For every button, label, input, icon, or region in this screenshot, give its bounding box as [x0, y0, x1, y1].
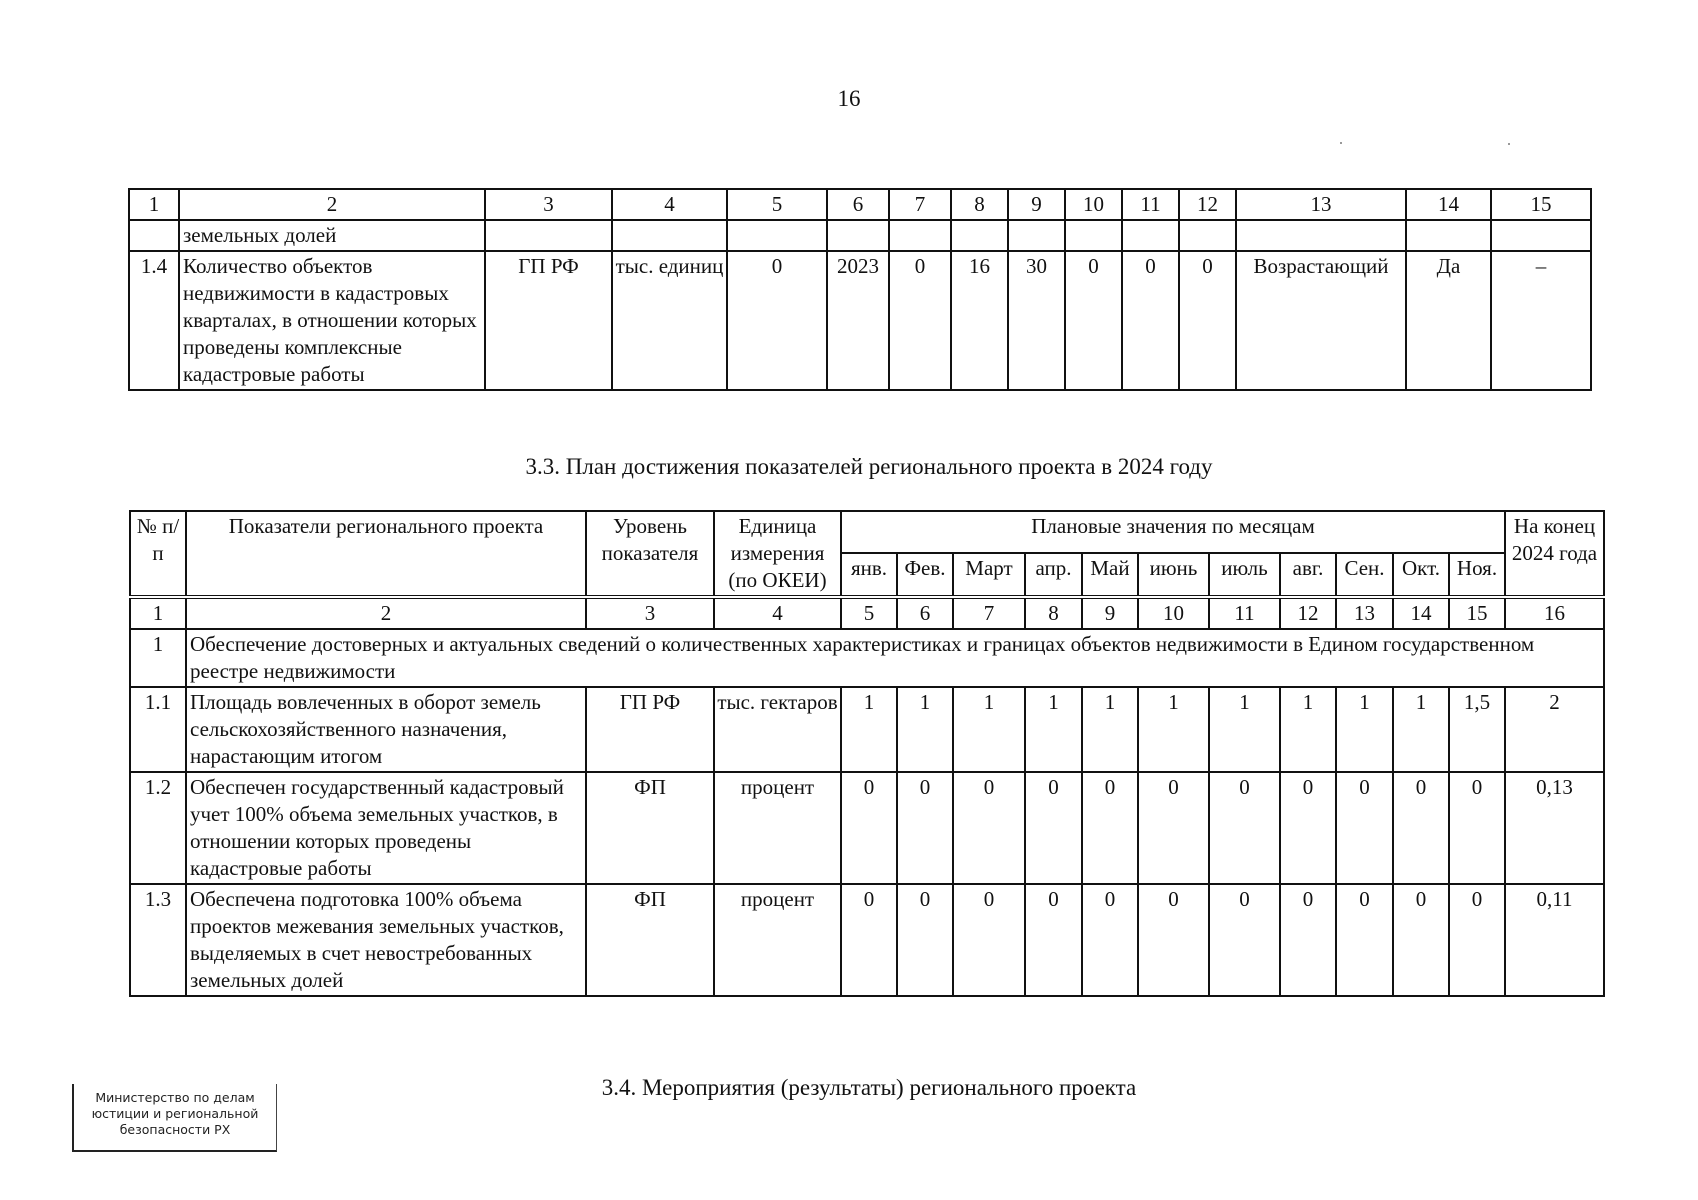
value-cell: 0 — [1122, 251, 1179, 390]
month-value: 0 — [1025, 772, 1082, 884]
column-number: 8 — [1025, 597, 1082, 629]
indicator-name: Обеспечена подготовка 100% объема проектов межевания земельных участков, выделяемых в счет невостребованных земельных долей — [186, 884, 586, 996]
column-number: 13 — [1336, 597, 1393, 629]
column-number-row — [130, 597, 1604, 629]
indicator-level: ГП РФ — [586, 687, 714, 772]
header-cell: 5 — [727, 189, 827, 220]
month-value: 1 — [1336, 687, 1393, 772]
month-value: 1 — [1082, 687, 1138, 772]
indicator-unit: тыс. гектаров — [714, 687, 841, 772]
month-header: июль — [1209, 553, 1280, 597]
month-value: 1 — [897, 687, 953, 772]
month-value: 1 — [1280, 687, 1336, 772]
column-number: 14 — [1393, 597, 1449, 629]
scan-speck — [1340, 142, 1342, 144]
table2-header-row — [130, 511, 1604, 553]
column-number: 3 — [586, 597, 714, 629]
month-value: 0 — [1336, 772, 1393, 884]
month-value: 1 — [953, 687, 1025, 772]
column-number: 5 — [841, 597, 897, 629]
column-number: 12 — [1280, 597, 1336, 629]
page-number: 16 — [837, 86, 861, 111]
header-cell: 1 — [129, 189, 179, 220]
month-value: 0 — [1393, 772, 1449, 884]
header-cell: 11 — [1122, 189, 1179, 220]
column-number: 10 — [1138, 597, 1209, 629]
indicator-level: ГП РФ — [485, 251, 612, 390]
value-cell: 0 — [1065, 251, 1122, 390]
header-end: На конец 2024 года — [1505, 511, 1604, 597]
header-cell: 12 — [1179, 189, 1236, 220]
column-number: 16 — [1505, 597, 1604, 629]
indicators-continuation-table — [128, 188, 1592, 391]
value-cell: 30 — [1008, 251, 1065, 390]
month-value: 0 — [1209, 772, 1280, 884]
header-cell: 8 — [951, 189, 1008, 220]
header-num: № п/п — [130, 511, 186, 597]
header-cell: 7 — [889, 189, 951, 220]
month-value: 0 — [953, 884, 1025, 996]
header-level: Уровень показателя — [586, 511, 714, 597]
month-value: 0 — [1280, 884, 1336, 996]
table1-header-row — [129, 189, 1591, 220]
table-row — [130, 687, 1604, 772]
table-row — [130, 884, 1604, 996]
trend-cell: Возрастающий — [1236, 251, 1406, 390]
month-value: 0 — [1449, 772, 1505, 884]
ministry-stamp — [72, 1084, 277, 1152]
value-cell: 2023 — [827, 251, 889, 390]
month-header: Фев. — [897, 553, 953, 597]
indicator-unit: тыс. единиц — [612, 251, 727, 390]
month-value: 1 — [1209, 687, 1280, 772]
plan-2024-table — [129, 510, 1605, 997]
month-value: 0 — [897, 884, 953, 996]
month-header: апр. — [1025, 553, 1082, 597]
table1-continuation-row — [129, 220, 1591, 251]
section-3-3-title: 3.3. План достижения показателей регионального проекта в 2024 году — [525, 454, 1213, 479]
header-cell: 10 — [1065, 189, 1122, 220]
group-row — [130, 629, 1604, 687]
month-value: 1 — [1138, 687, 1209, 772]
month-value: 0 — [841, 884, 897, 996]
month-header: янв. — [841, 553, 897, 597]
month-value: 0 — [1280, 772, 1336, 884]
end-value: 0,11 — [1505, 884, 1604, 996]
indicator-unit: процент — [714, 772, 841, 884]
scan-speck — [1508, 143, 1510, 145]
header-cell: 13 — [1236, 189, 1406, 220]
value-cell: Да — [1406, 251, 1491, 390]
column-number: 6 — [897, 597, 953, 629]
month-value: 0 — [1082, 772, 1138, 884]
header-name: Показатели регионального проекта — [186, 511, 586, 597]
month-value: 1 — [841, 687, 897, 772]
month-header: Май — [1082, 553, 1138, 597]
value-cell: 0 — [889, 251, 951, 390]
month-value: 1 — [1393, 687, 1449, 772]
header-cell: 2 — [179, 189, 485, 220]
indicator-name: Площадь вовлеченных в оборот земель сельскохозяйственного назначения, нарастающим итогом — [186, 687, 586, 772]
column-number: 7 — [953, 597, 1025, 629]
header-cell: 14 — [1406, 189, 1491, 220]
month-value: 0 — [897, 772, 953, 884]
month-value: 0 — [841, 772, 897, 884]
month-value: 0 — [1138, 772, 1209, 884]
column-number: 15 — [1449, 597, 1505, 629]
header-cell: 9 — [1008, 189, 1065, 220]
end-value: 2 — [1505, 687, 1604, 772]
column-number: 1 — [130, 597, 186, 629]
indicator-unit: процент — [714, 884, 841, 996]
month-value: 0 — [1025, 884, 1082, 996]
row-number: 1.4 — [129, 251, 179, 390]
header-unit: Единица измерения (по ОКЕИ) — [714, 511, 841, 597]
month-header: Окт. — [1393, 553, 1449, 597]
indicator-name: Количество объектов недвижимости в кадастровых кварталах, в отношении которых проведены комплексные кадастровые работы — [179, 251, 485, 390]
value-cell: – — [1491, 251, 1591, 390]
table-row — [129, 251, 1591, 390]
group-number: 1 — [130, 629, 186, 687]
month-header: Сен. — [1336, 553, 1393, 597]
indicator-level: ФП — [586, 772, 714, 884]
column-number: 4 — [714, 597, 841, 629]
indicator-name: Обеспечен государственный кадастровый учет 100% объема земельных участков, в отношении которых проведены кадастровые работы — [186, 772, 586, 884]
column-number: 9 — [1082, 597, 1138, 629]
month-header: авг. — [1280, 553, 1336, 597]
group-title: Обеспечение достоверных и актуальных сведений о количественных характеристиках и границах объектов недвижимости в Едином государственном реестре недвижимости — [186, 629, 1604, 687]
header-cell: 6 — [827, 189, 889, 220]
row-number: 1.1 — [130, 687, 186, 772]
month-value: 0 — [1209, 884, 1280, 996]
indicator-level: ФП — [586, 884, 714, 996]
value-cell: 0 — [727, 251, 827, 390]
month-value: 0 — [953, 772, 1025, 884]
value-cell: 16 — [951, 251, 1008, 390]
header-cell: 15 — [1491, 189, 1591, 220]
row-number: 1.3 — [130, 884, 186, 996]
header-months-title: Плановые значения по месяцам — [841, 511, 1505, 553]
month-value: 0 — [1449, 884, 1505, 996]
month-header: Март — [953, 553, 1025, 597]
month-value: 0 — [1138, 884, 1209, 996]
table-row — [130, 772, 1604, 884]
stamp-line: Министерство по делам — [95, 1090, 255, 1105]
month-value: 1,5 — [1449, 687, 1505, 772]
month-value: 0 — [1082, 884, 1138, 996]
continuation-text: земельных долей — [179, 220, 485, 251]
column-number: 11 — [1209, 597, 1280, 629]
month-value: 0 — [1336, 884, 1393, 996]
month-value: 0 — [1393, 884, 1449, 996]
stamp-line: безопасности РХ — [119, 1122, 231, 1137]
row-number: 1.2 — [130, 772, 186, 884]
column-number: 2 — [186, 597, 586, 629]
header-cell: 3 — [485, 189, 612, 220]
section-3-4-title: 3.4. Мероприятия (результаты) регионального проекта — [601, 1075, 1137, 1100]
stamp-line: юстиции и региональной — [91, 1106, 259, 1121]
month-header: Ноя. — [1449, 553, 1505, 597]
month-value: 1 — [1025, 687, 1082, 772]
month-header: июнь — [1138, 553, 1209, 597]
value-cell: 0 — [1179, 251, 1236, 390]
end-value: 0,13 — [1505, 772, 1604, 884]
header-cell: 4 — [612, 189, 727, 220]
